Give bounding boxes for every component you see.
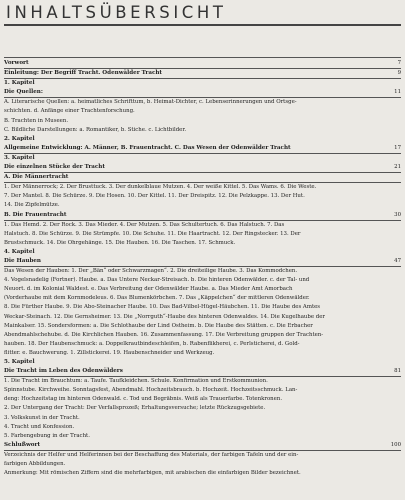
toc-entry-page: 17 xyxy=(394,144,401,151)
toc-entry xyxy=(4,285,401,294)
toc-entry-text: 4. Kapitel xyxy=(4,248,35,255)
toc-entry-text: 3. Volkskunst in der Tracht. xyxy=(4,414,80,421)
toc-entry-text: Vorwort xyxy=(4,60,29,66)
top-rule xyxy=(4,57,401,58)
toc-entry-text: farbigen Abbildungen. xyxy=(4,461,66,468)
toc-entry xyxy=(4,322,401,331)
toc-list xyxy=(4,59,401,478)
toc-entry xyxy=(4,451,401,460)
toc-entry-text: 5. Kapitel xyxy=(4,359,35,365)
toc-entry xyxy=(4,163,401,173)
toc-entry-text: Verzeichnis der Helfer und Helferinnen bei der Beschaffung des Materials, der farbigen Tafeln und der ein- xyxy=(4,451,299,458)
toc-entry-page: 47 xyxy=(394,257,401,264)
toc-entry-page: 7 xyxy=(397,60,401,66)
toc-entry-text: Halstuch. 8. Die Schürze. 9. Die Strümpfe. 10. Die Schuhe. 11. Die Haartracht. 12. Der Ringstecker. 13. Der xyxy=(4,230,301,237)
toc-entry-text: C. Bildliche Darstellungen: a. Romantiker, b. Stiche. c. Lichtbilder. xyxy=(4,126,187,133)
toc-entry xyxy=(4,349,401,358)
toc-entry xyxy=(4,126,401,135)
toc-entry-text: 4. Tracht und Konfession. xyxy=(4,423,75,430)
toc-entry-text: 8. Die Fürther Haube. 9. Die Abo-Steinacher Haube. 10. Das Bad-Vilbel-Hügel-Häubchen. 11. Die Haube des Amtes xyxy=(4,304,321,311)
toc-entry-text: Allgemeine Entwicklung: A. Männer, B. Frauentracht. C. Das Wesen der Odenwälder Tracht xyxy=(4,144,291,151)
toc-entry xyxy=(4,414,401,423)
toc-entry-page: 9 xyxy=(397,70,401,77)
toc-entry xyxy=(4,257,401,267)
toc-entry-text: Anmerkung: Mit römischen Ziffern sind die mehrfarbigen, mit arabischen die einfarbigen Bilder bezeichnet. xyxy=(4,470,301,477)
toc-entry xyxy=(4,395,401,404)
toc-entry-text: Die Hauben xyxy=(4,257,41,264)
toc-entry xyxy=(4,340,401,349)
toc-entry xyxy=(4,432,401,441)
toc-entry-text: Einleitung: Der Begriff Tracht. Odenwälder Tracht xyxy=(4,70,163,77)
toc-entry xyxy=(4,69,401,79)
toc-entry xyxy=(4,211,401,221)
toc-entry-page: 11 xyxy=(394,89,401,96)
toc-entry-text: Abendmahlschehube. d. Die Kirchlichen Hauben. 16. Zusammenfassung. 17. Die Verbreitung gruppen der Trachten- xyxy=(4,331,324,338)
toc-entry xyxy=(4,144,401,154)
toc-entry xyxy=(4,441,401,451)
toc-entry-page: 81 xyxy=(394,368,401,375)
toc-entry xyxy=(4,358,401,367)
toc-entry xyxy=(4,183,401,192)
toc-entry-text: Spinnstube. Kirchweihe. Sonntagsfest, Abendmahl. Hochzeitsbrauch. b. Hochzeit. Hochzeitsschmuck. Lan- xyxy=(4,387,298,394)
toc-entry-text: 3. Kapitel xyxy=(4,154,35,161)
toc-entry-page: 30 xyxy=(394,211,401,218)
toc-entry xyxy=(4,423,401,432)
toc-entry-text: flitter. e. Bauchwerung. 1. Zillstickerei. 19. Haubenschneider und Werkzeug. xyxy=(4,349,215,356)
toc-entry xyxy=(4,377,401,386)
title-rule xyxy=(4,24,401,26)
toc-entry xyxy=(4,230,401,239)
toc-entry-text: 1. Die Tracht im Brauchtum: a. Taufe. Taufkleidchen. Schule. Konfirmation und Erstkommunion. xyxy=(4,378,268,385)
toc-entry xyxy=(4,386,401,395)
toc-entry-text: B. Trachten in Museen. xyxy=(4,117,69,124)
toc-entry xyxy=(4,135,401,144)
toc-entry-text: A. Literarische Quellen: a. heimatliches Schrifttum, b. Heimat-Dichter, c. Lebenserinnerungen und Ortsge- xyxy=(4,99,297,106)
toc-entry-text: 1. Das Hemd. 2. Der Rock. 3. Das Mieder. 4. Der Mutzen. 5. Das Schultertuch. 6. Das Halstuch. 7. Das xyxy=(4,221,285,228)
toc-entry xyxy=(4,107,401,116)
toc-entry-text: Schlußwort xyxy=(4,441,41,448)
toc-entry-text: schichten. d. Anfänge einer Trachtenforschung. xyxy=(4,108,135,115)
toc-entry xyxy=(4,469,401,478)
toc-entry-text: deng: Hochzeitstag im hinteren Odenwald. c. Tod und Begräbnis. Weiß als Trauerfarbe. Totenkronen. xyxy=(4,396,283,403)
toc-entry xyxy=(4,331,401,340)
toc-entry-text: hauben. 18. Der Haubenschmuck: a. Doppelkrautbindeschleifen, b. Rabenflikherei, c. Perlsticherei, d. Gold- xyxy=(4,340,300,347)
toc-entry xyxy=(4,267,401,276)
toc-entry xyxy=(4,276,401,285)
toc-entry xyxy=(4,367,401,377)
toc-entry xyxy=(4,460,401,469)
toc-entry xyxy=(4,79,401,88)
toc-entry-text: Mainkalser. 15. Sondersformen: a. Die Schlothaube der Lind Ostheim. b. Die Haube des Stätten. c. Die Erbacher xyxy=(4,322,313,329)
toc-entry xyxy=(4,294,401,303)
toc-entry-text: 2. Kapitel xyxy=(4,135,35,142)
toc-entry-page: 100 xyxy=(390,441,401,448)
toc-entry xyxy=(4,98,401,107)
toc-entry-text: Brustschmuck. 14. Die Ohrgehänge. 15. Die Hauben. 16. Die Taschen. 17. Schmuck. xyxy=(4,239,236,246)
toc-entry xyxy=(4,248,401,257)
toc-entry-text: 5. Farbengebung in der Tracht. xyxy=(4,432,90,439)
toc-entry xyxy=(4,303,401,312)
toc-entry-text: A. Die Männertracht xyxy=(4,174,69,181)
toc-entry xyxy=(4,59,401,69)
toc-entry-text: B. Die Frauentracht xyxy=(4,211,67,218)
toc-entry xyxy=(4,117,401,126)
toc-entry-text: 2. Der Untergang der Tracht: Der Verfallsprozeß; Erhaltungsversuche; letzte Rückzugsgebiete. xyxy=(4,405,266,412)
toc-entry-text: Die einzelnen Stücke der Tracht xyxy=(4,164,105,171)
toc-entry-text: 7. Der Mantel. 8. Die Schürze. 9. Die Hosen. 10. Der Kittel. 11. Der Dreispitz. 12. Die Pelzkappe. 13. Der Hut. xyxy=(4,193,305,200)
toc-entry-text: 14. Die Zipfelmütze. xyxy=(4,202,60,209)
toc-entry-text: 1. Der Männerrock; 2. Der Brusttuck. 3. Der dunkelblaue Mutzen. 4. Der weiße Kittel. 5. Das Wams. 6. Die Weste. xyxy=(4,184,317,191)
toc-entry xyxy=(4,201,401,210)
toc-entry-text: Weckar-Steinach. 12. Die Gernsheimer. 13. Die „Norrguth“-Haube des hinteren Odenwaldes. 14. Die Kugelhaube der xyxy=(4,313,325,320)
toc-entry-text: 1. Kapitel xyxy=(4,80,35,87)
toc-entry xyxy=(4,239,401,248)
toc-entry-text: Neuort. d. im Kolonial Waldest. e. Das Verbreitung der Odenwälder Haube. a. Das Mieder Amt Amorbach xyxy=(4,286,293,293)
toc-entry-text: Das Wesen der Hauben: 1. Der „Bän“ oder Schwarzmagen“. 2. Die dreiteilige Haube. 3. Das Kommodchen. xyxy=(4,268,298,275)
toc-entry-page: 21 xyxy=(394,164,401,171)
toc-entry-text: Die Quellen: xyxy=(4,89,43,96)
toc-entry xyxy=(4,88,401,98)
toc-entry xyxy=(4,313,401,322)
page-title: INHALTSÜBERSICHT xyxy=(6,3,227,22)
toc-entry xyxy=(4,221,401,230)
toc-entry xyxy=(4,173,401,183)
toc-entry xyxy=(4,154,401,163)
toc-entry-text: (Vorderhaube mit dem Kornmodeleus. 6. Das Blumenkörbchen. 7. Das „Käppelchen“ der mittleren Odenwälder. xyxy=(4,295,310,302)
toc-entry-text: Die Tracht im Leben des Odenwälders xyxy=(4,368,123,375)
toc-entry xyxy=(4,404,401,413)
toc-entry-text: 4. Vogelsnadelig (Fortner). Haube. a. Das Untere Neckar-Streisach. b. Die hinteren Odenwälder. c. der Tal- und xyxy=(4,277,310,284)
toc-entry xyxy=(4,192,401,201)
